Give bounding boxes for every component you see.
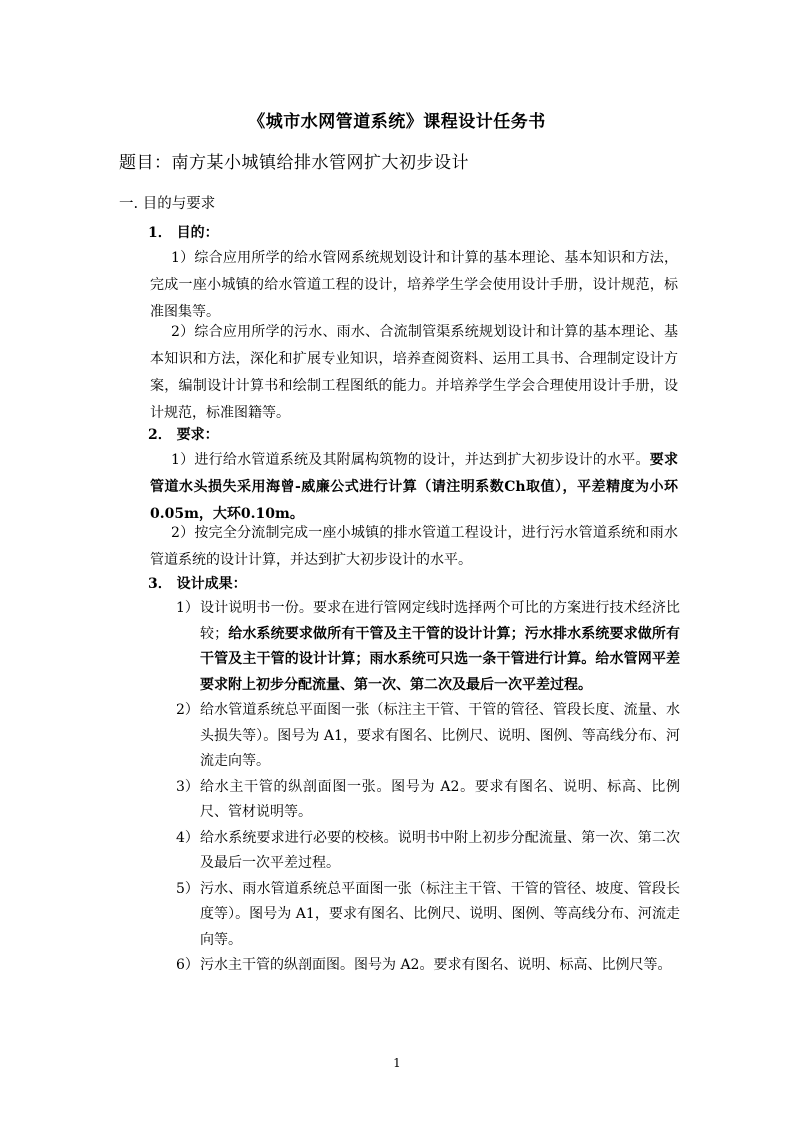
list-item-number: 1） (176, 600, 199, 616)
list-item-bold-text: 给水系统要求做所有干管及主干管的设计计算；污水排水系统要求做所有干管及主干管的设计计算；雨水系统可只选一条干管进行计算。给水管网平差要求附上初步分配流量、第一次、第二次及最后一次平差过程。 (200, 625, 681, 693)
requirement-1-bold-text: 要求管道水头损失采用海曾-威廉公式进行计算（请注明系数Ch取值），平差精度为小环0.05m，大环0.10m。 (150, 452, 679, 522)
list-item-text: 设计说明书一份。要求在进行管网定线时选择两个可比的方案进行技术经济比较； (200, 600, 680, 642)
document-subject: 题目：南方某小城镇给排水管网扩大初步设计 (119, 153, 469, 173)
list-item-number: 3） (176, 778, 199, 795)
list-item (176, 826, 680, 877)
heading-results: 3． 设计成果： (148, 576, 247, 592)
list-item-text: 给水系统要求进行必要的校核。说明书中附上初步分配流量、第一次、第二次及最后一次平差过程。 (200, 829, 680, 871)
list-item (176, 596, 680, 698)
list-item-text: 污水主干管的纵剖面图。图号为 A2。要求有图名、说明、标高、比例尺等。 (200, 957, 672, 973)
heading-purpose: 1． 目的： (148, 225, 219, 241)
list-item (176, 698, 680, 775)
section-heading-1: 一. 目的与要求 (119, 196, 216, 212)
list-item-text: 给水管道系统总平面图一张（标注主干管、干管的管径、管段长度、流量、水头损失等）。图号为 A1，要求有图名、比例尺、说明、图例、等高线分布、河流走向等。 (200, 702, 680, 769)
page-number: 1 (393, 1056, 401, 1070)
heading-requirements: 2． 要求： (148, 427, 219, 443)
list-item (176, 775, 680, 826)
list-item-number: 2） (176, 702, 199, 718)
list-item-text: 污水、雨水管道系统总平面图一张（标注主干管、干管的管径、坡度、管段长度等）。图号为 A1，要求有图名、比例尺、说明、图例、等高线分布、河流走向等。 (200, 880, 680, 948)
requirement-1-text: 1）进行给水管道系统及其附属构筑物的设计，并达到扩大初步设计的水平。 (171, 452, 650, 468)
list-item-number: 5） (176, 880, 199, 897)
requirement-paragraph-2: 2）按完全分流制完成一座小城镇的排水管道工程设计，进行污水管道系统和雨水管道系统的设计计算，并达到扩大初步设计的水平。 (150, 525, 678, 568)
document-title: 《城市水网管道系统》课程设计任务书 (248, 112, 546, 132)
list-item-number: 6） (176, 957, 199, 973)
list-item (176, 953, 680, 979)
purpose-paragraph-2: 2）综合应用所学的污水、雨水、合流制管渠系统规划设计和计算的基本理论、基本知识和方法，深化和扩展专业知识，培养查阅资料、运用工具书、合理制定设计方案，编制设计计算书和绘制工程图纸的能力。并培养学生学会合理使用设计手册，设计规范，标准图籍等。 (150, 324, 678, 421)
requirement-paragraph-1 (150, 447, 678, 528)
list-item-number: 4） (176, 829, 199, 846)
list-item (176, 877, 680, 954)
list-item-text: 给水主干管的纵剖面图一张。图号为 A2。要求有图名、说明、标高、比例尺、管材说明等。 (200, 778, 680, 820)
purpose-paragraph-1: 1）综合应用所学的给水管网系统规划设计和计算的基本理论、基本知识和方法，完成一座小城镇的给水管道工程的设计，培养学生学会使用设计手册，设计规范，标准图集等。 (150, 250, 678, 320)
results-list (176, 596, 680, 979)
